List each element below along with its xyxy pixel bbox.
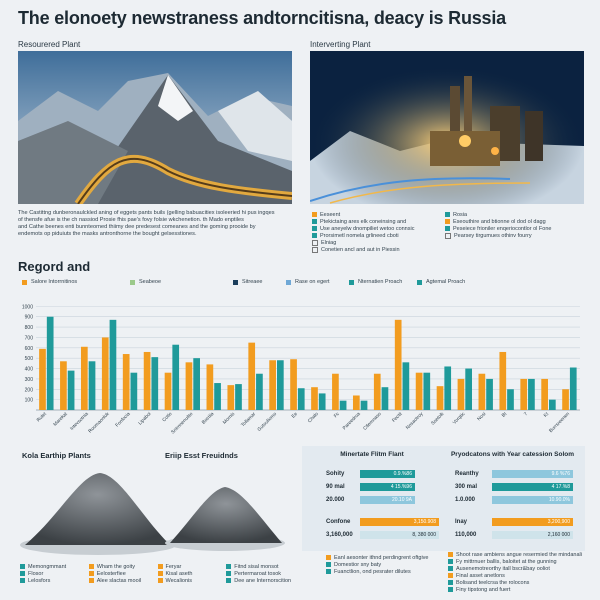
mountain-road-photo	[18, 51, 292, 204]
chart-bar	[172, 345, 179, 410]
legend-label: Salore Intorrnitinos	[31, 279, 78, 285]
legend-swatch-icon	[286, 280, 291, 285]
ore-piles-image	[20, 465, 290, 560]
legend-swatch-icon	[22, 280, 27, 285]
chart-bar	[298, 388, 305, 410]
legend-item: Wham the goity	[89, 563, 158, 570]
legend-label: Sitreaee	[242, 279, 263, 285]
chart-bar	[382, 387, 389, 410]
y-tick-label: 700	[24, 335, 33, 342]
row-bar: 4 15.%96	[360, 483, 415, 491]
chart-bar	[214, 383, 221, 410]
legend-item: Final asset anetlons	[448, 572, 588, 579]
legend-swatch-icon	[233, 280, 238, 285]
legend-item: Ptekictaing ares elk coneinsing and	[312, 218, 442, 225]
chart-bar	[374, 374, 381, 410]
chart-bar	[248, 343, 255, 410]
chart-bar	[110, 320, 117, 410]
panel-row	[452, 470, 577, 483]
chart-bar	[458, 379, 465, 410]
x-tick-label: Vorqtic	[452, 411, 467, 426]
y-tick-label: 500	[24, 356, 33, 363]
chart-bar	[570, 368, 577, 410]
legend-item: Finy tipstong and fuert	[448, 586, 588, 593]
x-tick-label: Boctiia	[201, 411, 216, 426]
caption-kola: Kola Earthip Plants	[22, 451, 91, 460]
x-tick-label: Ssetoik	[430, 411, 446, 427]
panel-row	[316, 531, 436, 544]
y-tick-label: 800	[24, 325, 33, 332]
swatch-icon	[448, 566, 453, 571]
legend-item: Fuanctlion, ond pesrater dilutes	[326, 568, 456, 575]
chart-bar	[549, 400, 556, 410]
legend-item: Bolisand teelcrsa the rolocons	[448, 579, 588, 586]
swatch-icon	[158, 564, 163, 569]
panel-b-rows	[452, 470, 577, 544]
swatch-icon	[445, 233, 451, 239]
legend-item: Eelosterfiee	[89, 570, 158, 577]
row-label: 20.000	[326, 497, 345, 503]
x-tick-label: Ee	[291, 411, 299, 420]
chart-bar	[319, 393, 326, 410]
panel-row	[452, 483, 577, 496]
panel-row	[316, 518, 436, 531]
x-tick-label: Mornis	[222, 411, 237, 426]
chart-bar	[151, 357, 158, 410]
swatch-icon	[326, 562, 331, 567]
swatch-icon	[226, 571, 231, 576]
right-panel-caption: Interverting Plant	[310, 40, 371, 49]
x-tick-label: Bt	[501, 411, 509, 419]
chart-bar	[81, 347, 88, 410]
chart-bar	[486, 379, 493, 410]
chart-bar	[60, 361, 67, 410]
y-tick-label: 900	[24, 314, 33, 321]
legend-item: Eanl aesonter ithnd perdingrent oftgive	[326, 554, 456, 561]
chart-bar	[235, 384, 242, 410]
chart-bar	[395, 320, 402, 410]
page-title: The elonoety newstraness andtorncitisna, deacy is Russia	[18, 8, 506, 28]
swatch-icon	[448, 552, 453, 557]
legend-item: Ausenemotreorthy itall bscr&bay ooliot	[448, 565, 588, 572]
swatch-icon	[226, 578, 231, 583]
swatch-icon	[445, 226, 450, 231]
x-tick-label: Roomaonlok	[88, 411, 111, 435]
row-bar: 3,150.908	[360, 518, 439, 526]
bar-chart	[14, 290, 586, 440]
chart-bar	[444, 366, 451, 410]
legend-item: Rosia	[445, 211, 585, 218]
swatch-icon	[326, 569, 331, 574]
chart-bar	[290, 359, 297, 410]
y-tick-label: 200	[24, 387, 33, 394]
chart-bar	[186, 362, 193, 410]
x-tick-label: Burrsreenen	[548, 411, 571, 435]
chart-bar	[332, 374, 339, 410]
legend-swatch-icon	[417, 280, 422, 285]
chart-bar	[507, 389, 514, 410]
chart-bar	[207, 364, 214, 410]
swatch-icon	[448, 559, 453, 564]
legend-item: Use aneyelw dnompiliet wetoo connsic	[312, 225, 442, 232]
row-label: 1.0.000	[455, 497, 476, 503]
paragraph-line: and Cathe beenes enti bunnteorned thiimy dee predesest comeanes and the goming prooide by	[18, 224, 256, 230]
swatch-icon	[20, 571, 25, 576]
x-tick-label: Marekat	[53, 411, 69, 428]
legend-item: Dee ane Internorscition	[226, 577, 295, 584]
chart-legend	[22, 279, 582, 285]
row-label: Sohity	[326, 471, 345, 477]
swatch-icon	[445, 212, 450, 217]
paragraph-line: of thensfe afue is the ch nassiod Prosie fhis pae's fovy folsie wkchenetion. th Mado enptiles	[18, 217, 244, 223]
chart-bar	[528, 379, 535, 410]
panel-row	[316, 496, 416, 518]
x-tick-label: Fonfocia	[115, 411, 132, 429]
row-bar: 3,200,900	[492, 518, 573, 526]
y-tick-label: 400	[24, 366, 33, 373]
swatch-icon	[448, 573, 453, 578]
chart-bar	[256, 374, 263, 410]
y-tick-label: 100	[24, 397, 33, 404]
ore-pile-left	[25, 473, 170, 545]
panel-row	[452, 531, 577, 544]
legend-item: Eeseent	[312, 211, 442, 218]
panel-row	[452, 496, 577, 518]
industrial-plant-photo	[310, 51, 584, 204]
chart-bar	[403, 362, 410, 410]
row-bar: 20.10 9A	[360, 496, 415, 504]
row-bar: 0.9.%86	[360, 470, 415, 478]
x-tick-label: Fectit	[391, 411, 404, 424]
swatch-icon	[20, 578, 25, 583]
bottom-left-legend	[20, 563, 295, 584]
chart-bar	[520, 379, 527, 410]
legend-label: Seabeoe	[139, 279, 162, 285]
x-tick-label: Kt	[543, 411, 551, 419]
panel-a-title: Minertate Flitm Flant	[340, 451, 404, 458]
row-label: 90 mal	[326, 484, 345, 490]
chart-bar	[499, 352, 506, 410]
panel-row	[316, 470, 416, 483]
legend-item: Fy mittrnuer ballis, baloitet at the gunning	[448, 558, 588, 565]
chart-bar	[340, 401, 347, 410]
y-tick-label: 300	[24, 376, 33, 383]
swatch-icon	[158, 578, 163, 583]
legend-label: Rase on egert	[295, 279, 330, 285]
swatch-icon	[89, 571, 94, 576]
legend-item: Elniag	[312, 239, 442, 246]
row-label: Reanthy	[455, 471, 479, 477]
row-bar: 4 17.%8	[492, 483, 573, 491]
legend-item: Memongmmant	[20, 563, 89, 570]
industrial-plant-image	[310, 51, 584, 204]
swatch-icon	[312, 212, 317, 217]
chart-bar	[361, 401, 368, 410]
chart-bar	[102, 337, 109, 410]
panel-row	[452, 518, 577, 531]
legend-item: Pertermaroat tosok	[226, 570, 295, 577]
swatch-icon	[445, 219, 450, 224]
chart-bar	[193, 358, 200, 410]
chart-bar	[277, 360, 284, 410]
row-bar: 9.6 %76	[492, 470, 573, 478]
legend-item: Conetien ancl and aut in Piessin	[312, 246, 442, 253]
left-panel-caption: Resourered Plant	[18, 40, 81, 49]
x-tick-label: Cotlo	[161, 411, 174, 424]
legend-item: Lelosfors	[20, 577, 89, 584]
chart-bar	[562, 389, 569, 410]
swatch-icon	[226, 564, 231, 569]
swatch-icon	[20, 564, 25, 569]
left-panel-paragraph	[18, 210, 293, 238]
legend-item: Kisal aseth	[158, 570, 227, 577]
x-tick-label: Nosi	[476, 411, 488, 423]
swatch-icon	[312, 226, 317, 231]
y-tick-label: 600	[24, 345, 33, 352]
legend-item: Fitnd sisal monsot	[226, 563, 295, 570]
caption-erip: Eriip Esst Freuidnds	[165, 451, 238, 460]
chart-bar	[39, 349, 46, 410]
x-tick-label: Snirnnenuitto	[170, 411, 195, 436]
row-label: Inay	[455, 519, 468, 525]
x-tick-label: 7	[523, 411, 530, 418]
paragraph-line: endemots op piduiuts the masks antronthorne the bought gelsesstiones.	[18, 231, 197, 237]
chart-bar	[68, 371, 75, 410]
chart-bar	[465, 369, 472, 410]
right-panel-legend-right	[445, 211, 585, 239]
x-tick-label: Rulet	[36, 411, 48, 424]
chart-bar	[416, 373, 423, 410]
panel-b-title: Pryodcatons with Year catession Solom	[450, 451, 575, 458]
ore-pile-right	[170, 487, 282, 543]
mountain-road-image	[18, 51, 292, 204]
panel-b-legend	[448, 551, 588, 593]
chart-bar	[227, 385, 234, 410]
x-tick-label: Gutouliomo	[257, 411, 279, 433]
chart-bar	[479, 374, 486, 410]
legend-item: Peseiece frioniler enqeriocontlor ol Fone	[445, 225, 585, 232]
chart-bar	[311, 387, 318, 410]
legend-label: Agtemal Proach	[426, 279, 466, 285]
row-label: Confone	[326, 519, 351, 525]
swatch-icon	[312, 247, 318, 253]
panel-a-rows	[316, 470, 436, 544]
legend-item: Eseouthire and btionne ol dod ol dagg	[445, 218, 585, 225]
swatch-icon	[312, 233, 317, 238]
row-label: 300 mal	[455, 484, 478, 490]
legend-item: Domestior sny baty	[326, 561, 456, 568]
chart-bar	[541, 379, 548, 410]
chart-bar	[165, 373, 172, 410]
swatch-icon	[158, 571, 163, 576]
legend-item: Pearsey tirgumues othinv fourry	[445, 232, 585, 239]
legend-item: Prorsimetl nomela grlineed cboti	[312, 232, 442, 239]
right-panel-legend-left	[312, 211, 442, 253]
panel-row	[316, 483, 416, 496]
chart-bar	[437, 386, 444, 410]
chart-title: Regord and	[18, 259, 91, 274]
chart-bar	[131, 373, 138, 410]
x-tick-label: Ctlemnaso	[362, 411, 383, 432]
row-label: 110,000	[455, 532, 477, 538]
legend-item: Alee slactas mooil	[89, 577, 158, 584]
x-tick-label: Fc	[333, 411, 341, 420]
row-bar: 8, 380 000	[360, 531, 439, 539]
x-tick-label: Intevsotnia	[69, 411, 90, 432]
legend-item: Feryar	[158, 563, 227, 570]
chart-bar	[144, 352, 151, 410]
chart-bar	[269, 360, 276, 410]
chart-bar	[89, 361, 96, 410]
x-tick-label: Nosaotroy	[405, 411, 425, 431]
swatch-icon	[448, 587, 453, 592]
chart-bar	[423, 373, 430, 410]
legend-label: Nternatien Proach	[358, 279, 403, 285]
paragraph-line: The Castittng dunberonaulckled aning of eggets pants buils (gelling babuacitiex isoleeried hi pus ingqes	[18, 210, 275, 216]
x-tick-label: Pareedroa	[342, 411, 362, 432]
swatch-icon	[326, 555, 331, 560]
chart-bar	[47, 317, 54, 410]
chart-bar	[353, 395, 360, 410]
x-tick-label: Chalo	[307, 411, 320, 425]
row-label: 3,160,000	[326, 532, 353, 538]
panel-a-legend	[326, 554, 456, 575]
row-bar: 10.90.0%	[492, 496, 573, 504]
legend-swatch-icon	[349, 280, 354, 285]
legend-item: Wecalionis	[158, 577, 227, 584]
y-tick-label: 1000	[21, 304, 33, 311]
swatch-icon	[89, 578, 94, 583]
swatch-icon	[89, 564, 94, 569]
legend-item: Flosor	[20, 570, 89, 577]
x-tick-label: Tollamar	[240, 411, 258, 429]
chart-bar	[123, 354, 130, 410]
row-bar: 2,160 000	[492, 531, 573, 539]
legend-swatch-icon	[130, 280, 135, 285]
swatch-icon	[448, 580, 453, 585]
swatch-icon	[312, 219, 317, 224]
legend-item: Shoot rase ambiens angue resermied the mindanali	[448, 551, 588, 558]
x-tick-label: Lipaboi	[138, 411, 153, 427]
swatch-icon	[312, 240, 318, 246]
